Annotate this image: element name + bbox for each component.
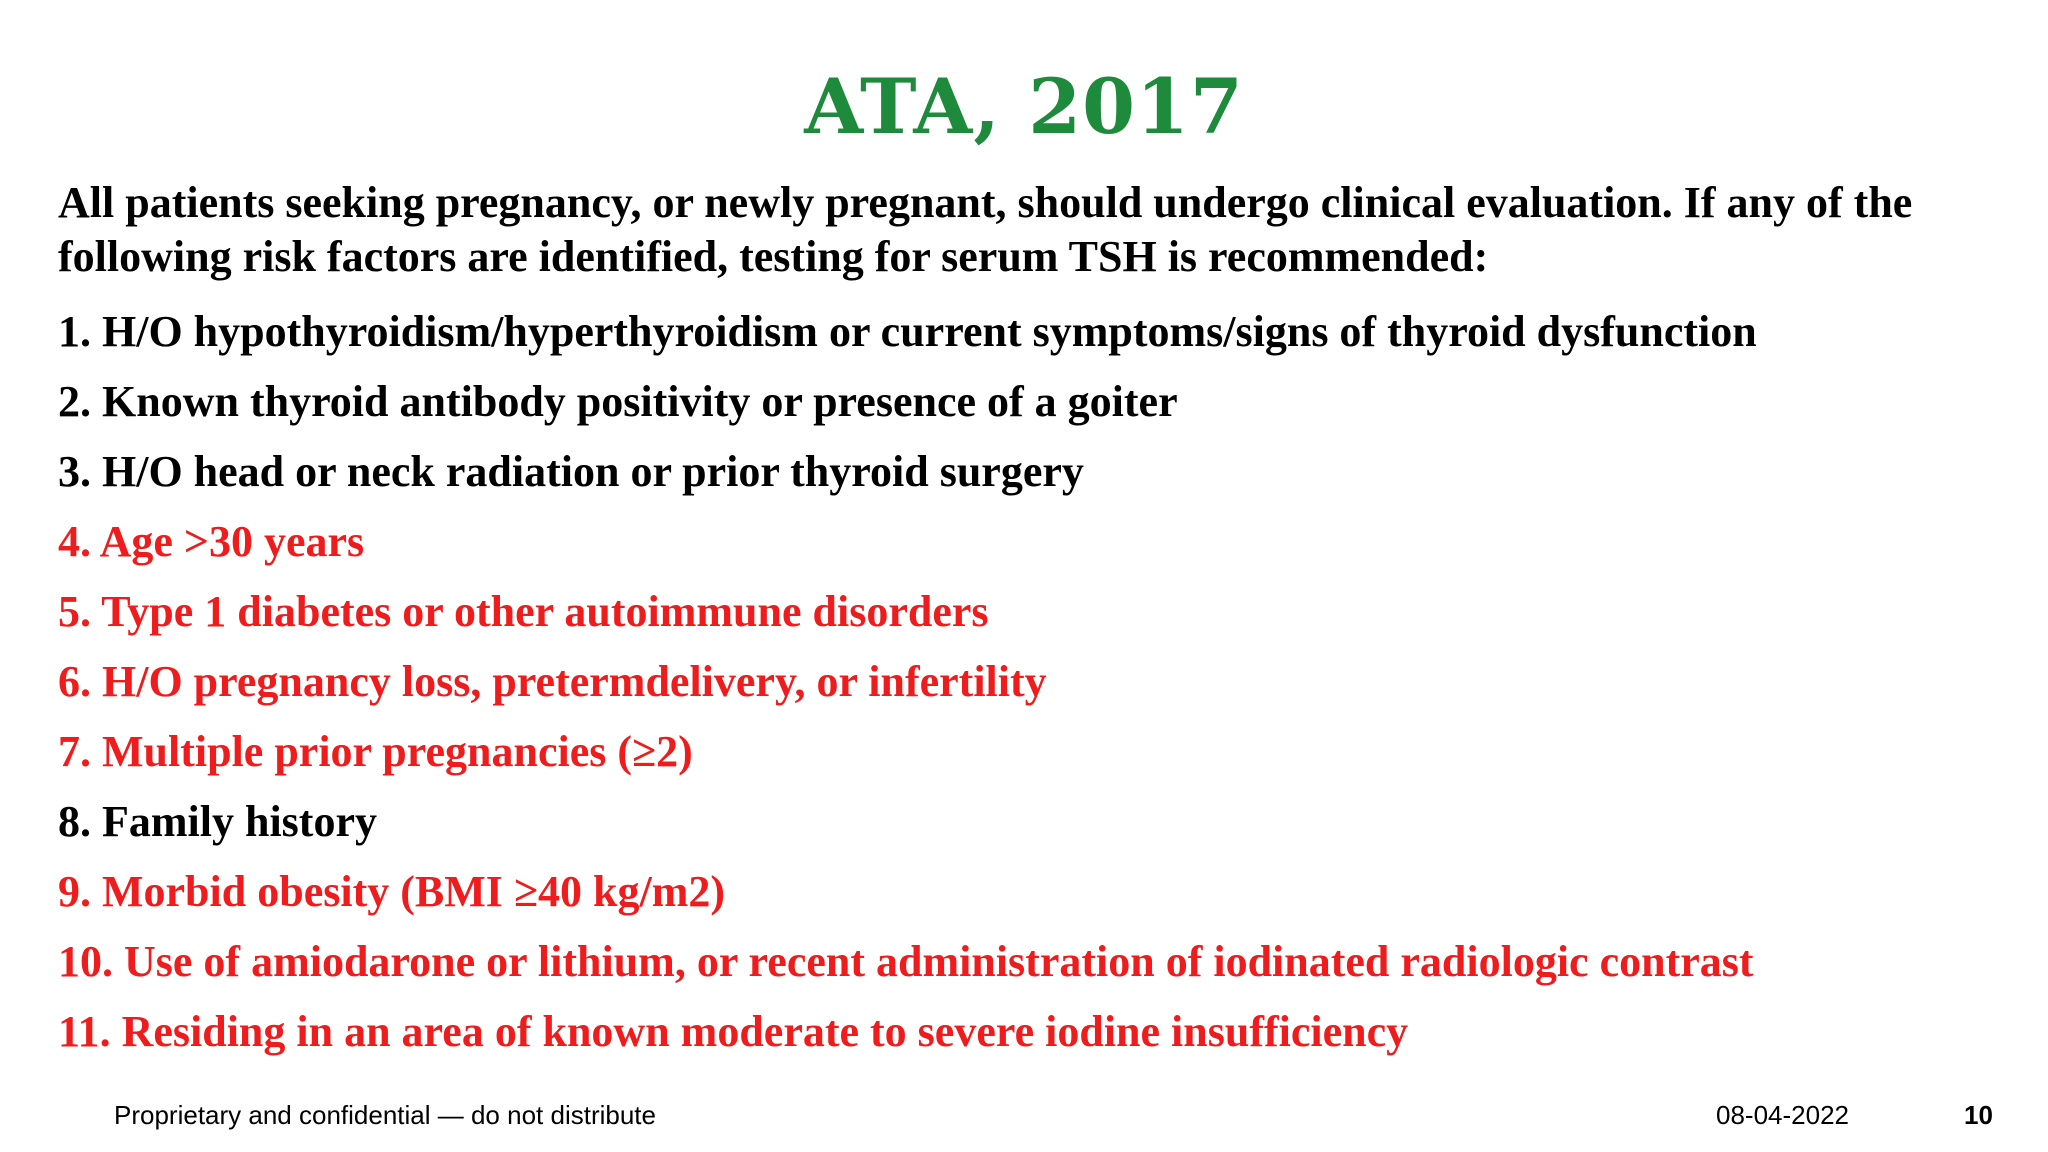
list-item: 7. Multiple prior pregnancies (≥2) — [58, 727, 693, 776]
slide-number: 10 — [1964, 1100, 1993, 1130]
list-item: 11. Residing in an area of known moderate to severe iodine insufficiency — [58, 1007, 1409, 1056]
list-item: 1. H/O hypothyroidism/hyperthyroidism or current symptoms/signs of thyroid dysfunction — [58, 307, 1757, 356]
slide-title: ATA, 2017 — [804, 62, 1244, 151]
list-item: 4. Age >30 years — [58, 517, 365, 566]
list-item: 3. H/O head or neck radiation or prior thyroid surgery — [58, 447, 1084, 496]
risk-factor-list — [58, 297, 2018, 1067]
list-item: 5. Type 1 diabetes or other autoimmune disorders — [58, 587, 989, 636]
list-item: 10. Use of amiodarone or lithium, or recent administration of iodinated radiologic contrast — [58, 937, 1754, 986]
list-item: 2. Known thyroid antibody positivity or presence of a goiter — [58, 377, 1178, 426]
footer-confidential-note: Proprietary and confidential — do not distribute — [114, 1100, 656, 1130]
list-item: 8. Family history — [58, 797, 377, 846]
list-item: 9. Morbid obesity (BMI ≥40 kg/m2) — [58, 867, 726, 916]
intro-paragraph: All patients seeking pregnancy, or newly pregnant, should undergo clinical evaluation. If any of the following risk factors are identified, testing for serum TSH is recommended: — [58, 178, 1913, 281]
footer-date: 08-04-2022 — [1716, 1100, 1849, 1130]
list-item: 6. H/O pregnancy loss, pretermdelivery, or infertility — [58, 657, 1047, 706]
